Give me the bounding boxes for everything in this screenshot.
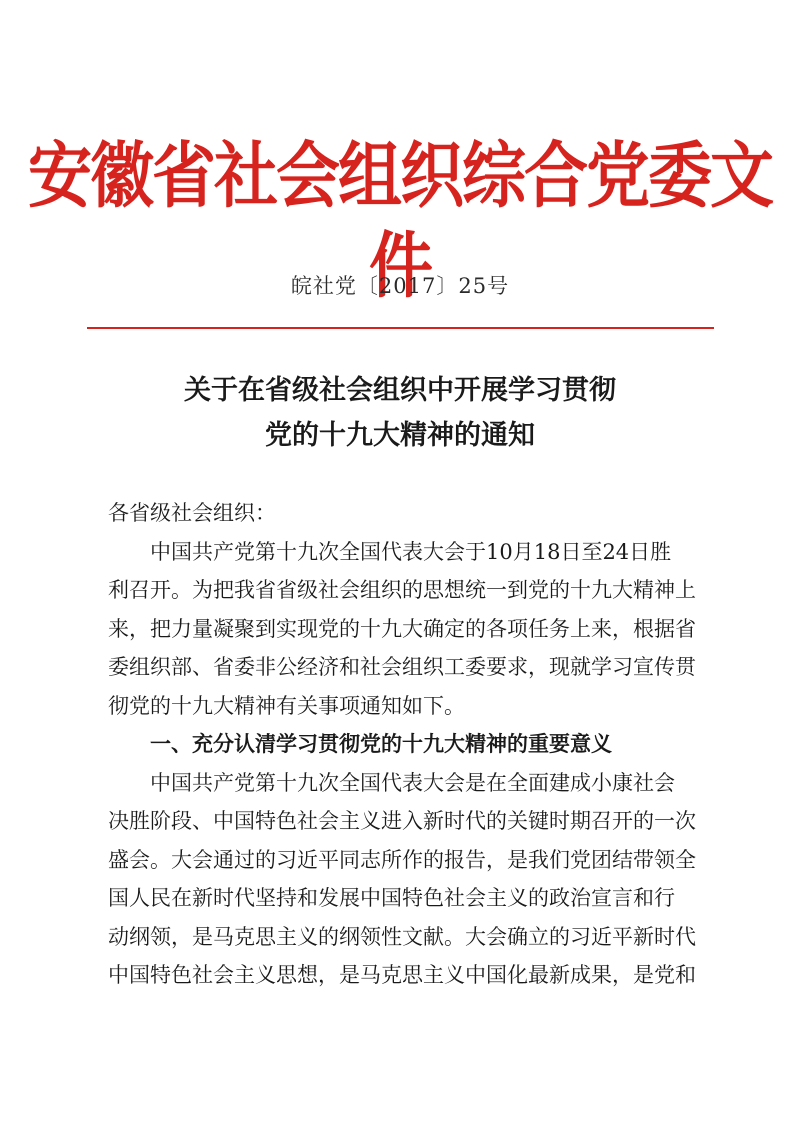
paragraph-line: 利召开。为把我省省级社会组织的思想统一到党的十九大精神上 [108,578,696,602]
document-number: 皖社党〔2017〕25号 [290,274,510,298]
paragraph-line: 盛会。大会通过的习近平同志所作的报告，是我们党团结带领全 [108,847,696,872]
paragraph-line: 来，把力量凝聚到实现党的十九大确定的各项任务上来，根据省 [108,616,696,641]
paragraph-line: 中国特色社会主义思想，是马克思主义中国化最新成果，是党和 [108,963,696,987]
red-separator-line [87,327,714,329]
notice-title [0,368,800,458]
salutation: 各省级社会组织： [108,501,276,525]
paragraph-line: 中国共产党第十九次全国代表大会是在全面建成小康社会 [150,770,675,795]
paragraph-line: 国人民在新时代坚持和发展中国特色社会主义的政治宣言和行 [108,886,675,910]
notice-title-line-2: 党的十九大精神的通知 [265,420,535,451]
paragraph-line: 中国共产党第十九次全国代表大会于10月18日至24日胜 [150,539,672,564]
paragraph-line: 彻党的十九大精神有关事项通知如下。 [108,693,465,718]
notice-title-line-1: 关于在省级社会组织中开展学习贯彻 [184,375,616,406]
paragraph-line: 委组织部、省委非公经济和社会组织工委要求，现就学习宣传贯 [108,655,696,679]
paragraph-line: 动纲领，是马克思主义的纲领性文献。大会确立的习近平新时代 [108,924,696,949]
document-header-title: 安徽省社会组织综合党委文件 [28,134,772,309]
section-heading: 一、充分认清学习贯彻党的十九大精神的重要意义 [150,732,612,756]
paragraph-line: 决胜阶段、中国特色社会主义进入新时代的关键时期召开的一次 [108,809,696,833]
notice-body [108,494,708,995]
